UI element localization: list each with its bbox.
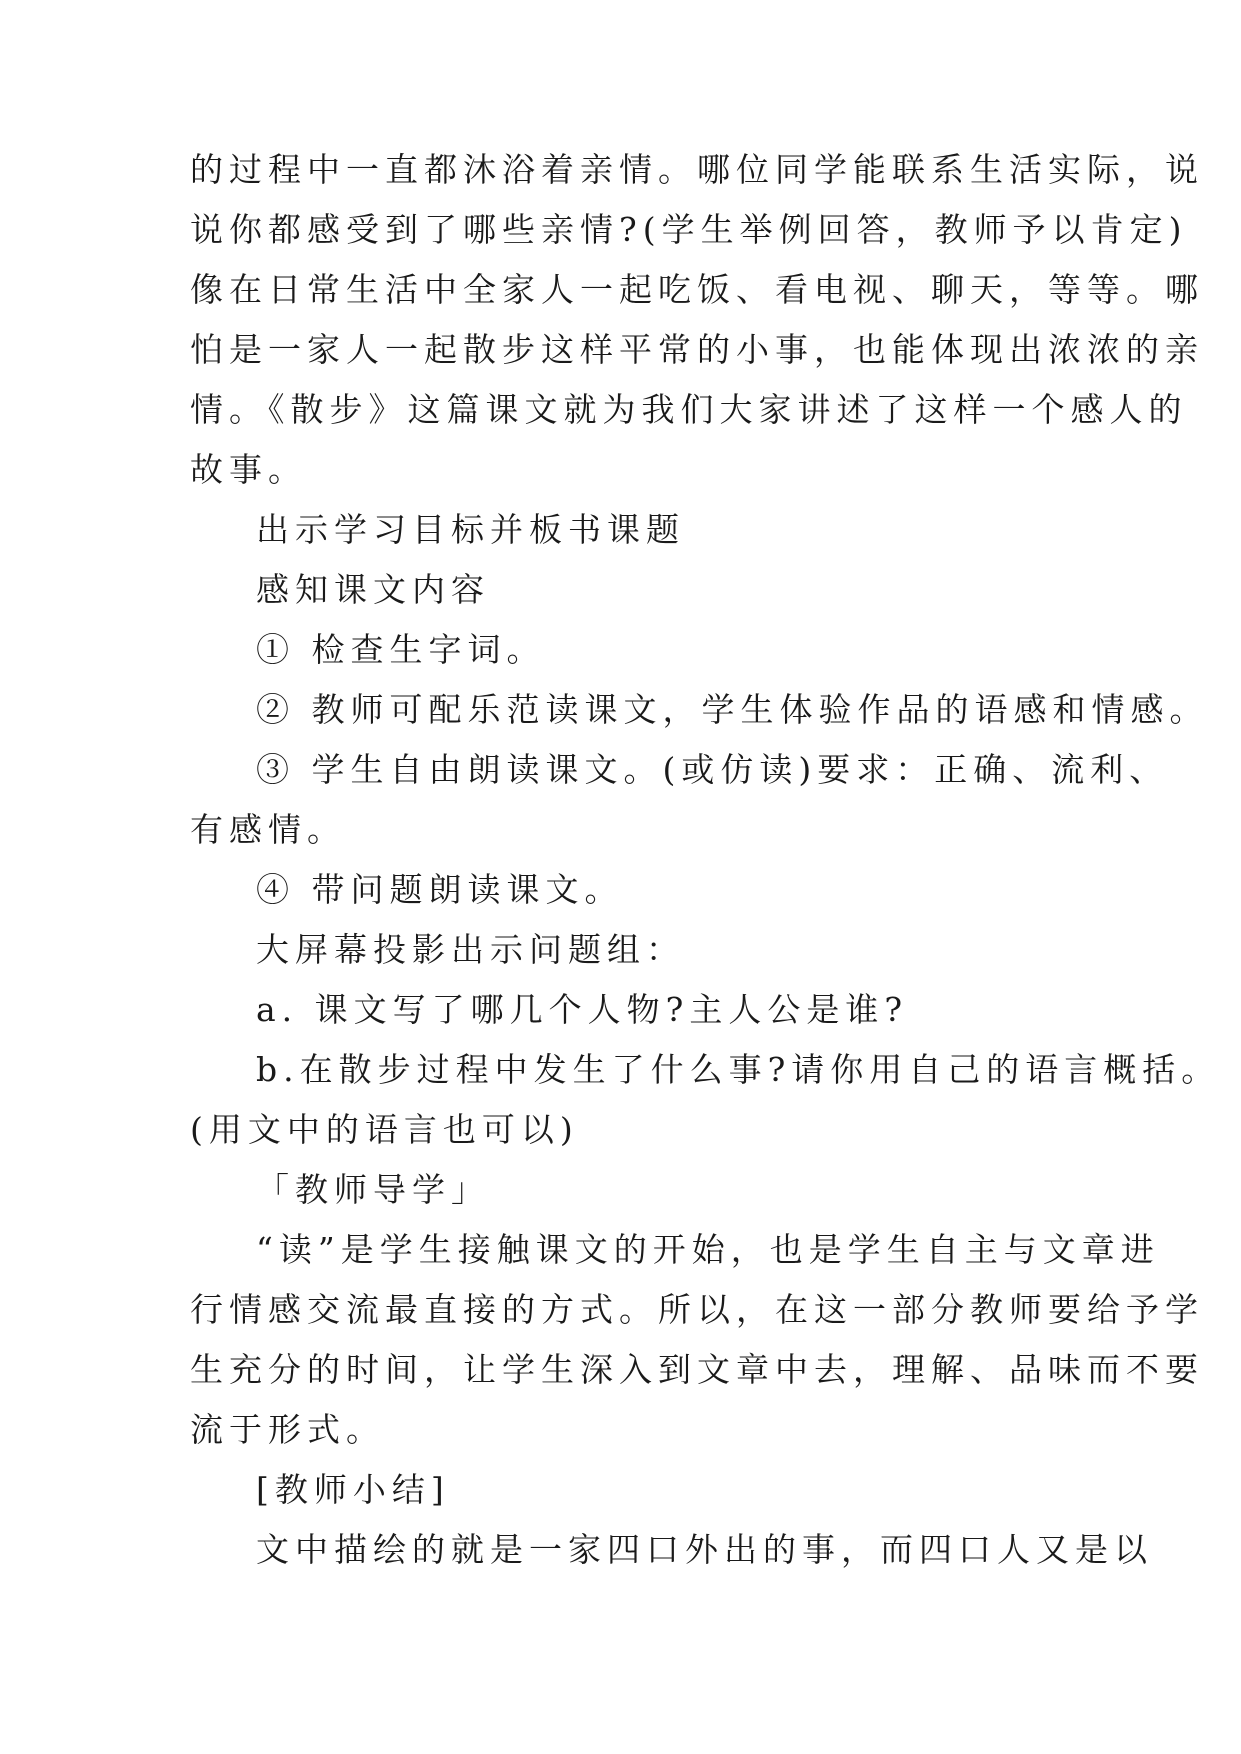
text-line: (用文中的语言也可以) [190,1110,579,1149]
text-line: 情。《散步》这篇课文就为我们大家讲述了这样一个感人的 [190,390,1188,429]
text-line: 流于形式。 [190,1410,385,1449]
text-line: 大屏幕投影出示问题组： [256,930,685,969]
text-line: ③ 学生自由朗读课文。(或仿读)要求：正确、流利、 [256,750,1169,789]
text-line: 的过程中一直都沐浴着亲情。哪位同学能联系生活实际，说 [190,150,1204,189]
text-line: 「教师导学」 [256,1170,490,1209]
text-line: b.在散步过程中发生了什么事?请你用自己的语言概括。 [256,1050,1221,1089]
text-line: 行情感交流最直接的方式。所以，在这一部分教师要给予学 [190,1290,1204,1329]
text-line: 出示学习目标并板书课题 [256,510,685,549]
text-line: 文中描绘的就是一家四口外出的事，而四口人又是以 [256,1530,1153,1569]
text-line: 故事。 [190,450,307,489]
text-line: ② 教师可配乐范读课文，学生体验作品的语感和情感。 [256,690,1209,729]
text-line: 生充分的时间，让学生深入到文章中去，理解、品味而不要 [190,1350,1204,1389]
text-line: 有感情。 [190,810,346,849]
text-line: [教师小结] [256,1470,450,1509]
text-line: 怕是一家人一起散步这样平常的小事，也能体现出浓浓的亲 [190,330,1204,369]
text-line: “读”是学生接触课文的开始，也是学生自主与文章进 [256,1230,1160,1269]
text-line: a. 课文写了哪几个人物?主人公是谁? [256,990,909,1029]
text-line: 像在日常生活中全家人一起吃饭、看电视、聊天，等等。哪 [190,270,1204,309]
text-line: ④ 带问题朗读课文。 [256,870,624,909]
text-line: ① 检查生字词。 [256,630,546,669]
text-line: 感知课文内容 [256,570,490,609]
text-line: 说你都感受到了哪些亲情?(学生举例回答，教师予以肯定) [190,210,1188,249]
